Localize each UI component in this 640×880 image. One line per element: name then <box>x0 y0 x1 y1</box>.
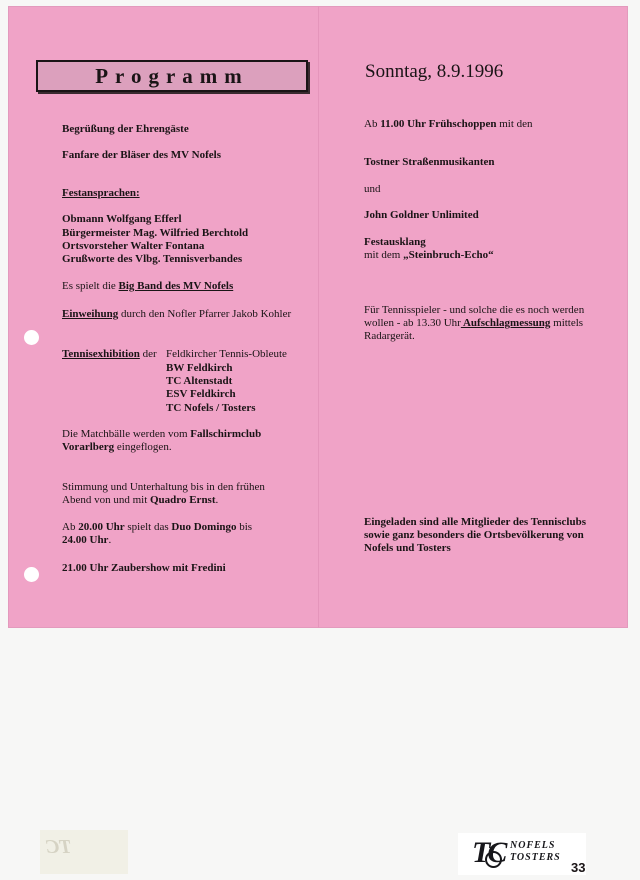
mood-band: Quadro Ernst <box>150 494 216 506</box>
exhibition-club: ESV Feldkirch <box>166 388 236 400</box>
consecration-label: Einweihung <box>62 308 119 320</box>
matchballs-region: Vorarlberg <box>62 441 115 453</box>
mood-prefix: Abend von und mit <box>62 494 150 506</box>
exhibition-prefix: der <box>139 348 157 360</box>
exhibition-line <box>62 348 157 361</box>
matchballs-line-2 <box>62 441 172 454</box>
tennis-ball-icon <box>485 851 502 868</box>
start-bold: 11.00 Uhr Frühschoppen <box>380 118 497 130</box>
duo-end-time: 24.00 Uhr <box>62 534 109 546</box>
tennis-prefix: wollen - ab 13.30 Uhr <box>364 317 461 329</box>
magic-show-line: 21.00 Uhr Zaubershow mit Fredini <box>62 562 226 574</box>
duo-time: 20.00 Uhr <box>78 521 125 533</box>
matchballs-line-1 <box>62 428 261 441</box>
consecration-line <box>62 308 291 321</box>
duo-suffix: bis <box>236 521 253 533</box>
event-date: Sonntag, 8.9.1996 <box>365 61 504 82</box>
bleedthrough-logo-mark: TC <box>46 836 72 858</box>
band-2: John Goldner Unlimited <box>364 209 479 221</box>
duo-line-2 <box>62 534 111 547</box>
matchballs-suffix: eingeflogen. <box>114 441 172 453</box>
speaker-line: Ortsvorsteher Walter Fontana <box>62 240 205 252</box>
duo-mid: spielt das <box>124 521 172 533</box>
invite-line: Eingeladen sind alle Mitglieder des Tennisclubs <box>364 516 586 528</box>
and-line: und <box>364 183 381 195</box>
speeches-heading: Festansprachen: <box>62 187 140 199</box>
exhibition-first: Feldkircher Tennis-Obleute <box>166 348 287 360</box>
fanfare-line: Fanfare der Bläser des MV Nofels <box>62 149 221 161</box>
exhibition-club: BW Feldkirch <box>166 362 233 374</box>
tennis-line-1: Für Tennisspieler - und solche die es noch werden <box>364 304 585 316</box>
program-title-box <box>36 60 308 92</box>
start-prefix: Ab <box>364 118 381 130</box>
matchballs-club: Fallschirmclub <box>190 428 262 440</box>
punch-hole-icon <box>24 330 39 345</box>
duo-name: Duo Domingo <box>171 521 237 533</box>
fold-line <box>318 6 319 628</box>
closing-heading: Festausklang <box>364 236 426 248</box>
invite-line: sowie ganz besonders die Ortsbevölkerung von <box>364 529 584 541</box>
club-logo-text <box>510 840 561 864</box>
duo-prefix: Ab <box>62 521 79 533</box>
closing-line <box>364 249 494 262</box>
consecration-text: durch den Nofler Pfarrer Jakob Kohler <box>118 308 292 320</box>
bigband-prefix: Es spielt die <box>62 280 119 292</box>
exhibition-label: Tennisexhibition <box>62 348 140 360</box>
closing-prefix: mit dem <box>364 249 404 261</box>
punch-hole-icon <box>24 567 39 582</box>
exhibition-club: TC Nofels / Tosters <box>166 402 256 414</box>
bigband-line <box>62 280 233 293</box>
band-1: Tostner Straßenmusikanten <box>364 156 495 168</box>
speaker-line: Obmann Wolfgang Efferl <box>62 213 182 225</box>
duo-line-1 <box>62 521 252 534</box>
tennis-line-2 <box>364 317 583 330</box>
tennis-bold: Aufschlagmessung <box>460 317 551 329</box>
start-suffix: mit den <box>496 118 533 130</box>
greeting-line: Begrüßung der Ehrengäste <box>62 123 189 135</box>
mood-suffix: . <box>215 494 219 506</box>
speaker-line: Bürgermeister Mag. Wilfried Berchtold <box>62 227 249 239</box>
page-number: 33 <box>571 860 586 875</box>
tennis-line-3: Radargerät. <box>364 330 415 342</box>
matchballs-prefix: Die Matchbälle werden vom <box>62 428 191 440</box>
duo-end-suffix: . <box>108 534 112 546</box>
exhibition-club: TC Altenstadt <box>166 375 233 387</box>
invite-line: Nofels und Tosters <box>364 542 451 554</box>
tc-logo-icon: TC <box>472 836 505 869</box>
speaker-line: Grußworte des Vlbg. Tennisverbandes <box>62 253 243 265</box>
program-title: Programm <box>95 63 249 88</box>
club-logo-line-1: NOFELS <box>510 840 556 851</box>
closing-name: „Steinbruch-Echo“ <box>403 249 494 261</box>
start-line <box>364 118 533 131</box>
mood-line-1: Stimmung und Unterhaltung bis in den frühen <box>62 481 265 493</box>
club-logo-line-2: TOSTERS <box>510 852 561 863</box>
tennis-suffix: mittels <box>550 317 584 329</box>
mood-line-2 <box>62 494 218 507</box>
bigband-name: Big Band des MV Nofels <box>118 280 234 292</box>
